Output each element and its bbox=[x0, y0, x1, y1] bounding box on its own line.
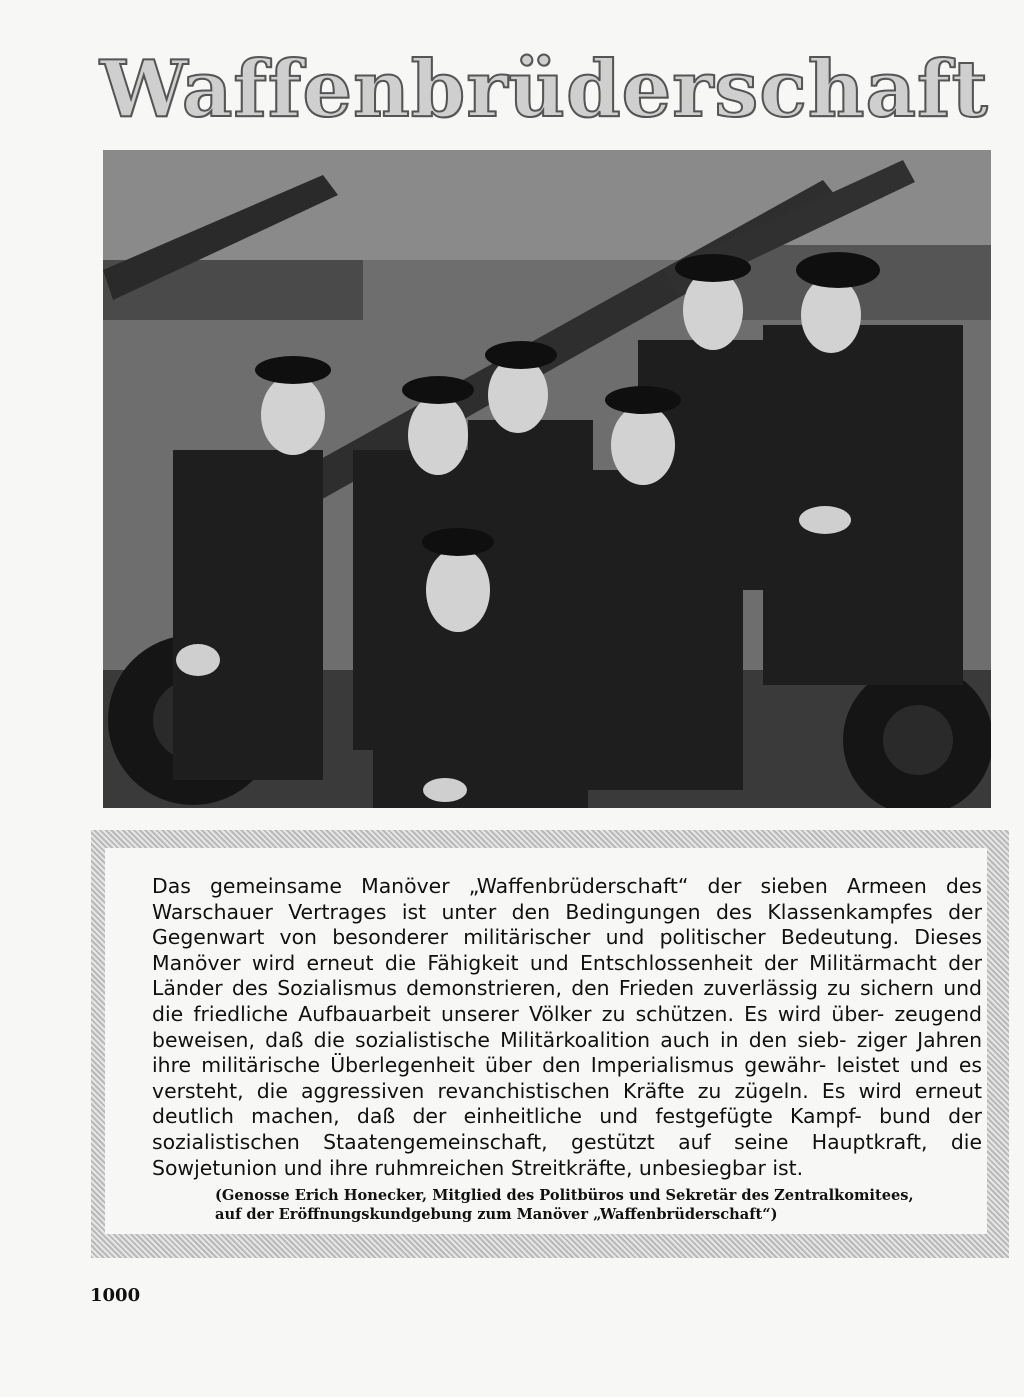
page-title: Waffenbrüderschaft bbox=[100, 44, 989, 135]
page-number: 1000 bbox=[90, 1285, 141, 1306]
photo-illustration bbox=[103, 150, 991, 808]
quote-line: bund der sozialistischen Staatengemeinschaft, gestützt auf seine Hauptkraft, bbox=[152, 1104, 982, 1154]
quote-inner bbox=[105, 848, 987, 1234]
quote-line: Es wird erneut deutlich machen, daß der einheitliche und festgefügte Kampf- bbox=[152, 1078, 982, 1129]
quote-box bbox=[91, 830, 1009, 1258]
attribution-line: (Genosse Erich Honecker, Mitglied des Politbüros und Sekretär des Zentralkomitees, bbox=[215, 1187, 914, 1204]
quote-line: Manöver wird erneut die Fähigkeit und Entschlossenheit der Militärmacht der bbox=[152, 950, 982, 975]
quote-line: ziger Jahren ihre militärische Überlegenheit über den Imperialismus gewähr- bbox=[152, 1027, 982, 1078]
quote-line: und die friedliche Aufbauarbeit unserer Völker zu schützen. Es wird über- bbox=[152, 976, 982, 1026]
group-photo bbox=[103, 150, 991, 808]
attribution-line: auf der Eröffnungskundgebung zum Manöver „Waffenbrüderschaft“) bbox=[215, 1206, 778, 1223]
quote-line: Länder des Sozialismus demonstrieren, den Frieden zuverlässig zu sichern bbox=[152, 976, 934, 1001]
quote-text bbox=[152, 874, 982, 1181]
quote-line: die Sowjetunion und ihre ruhmreichen Streitkräfte, unbesiegbar ist. bbox=[152, 1129, 982, 1180]
quote-line: Warschauer Vertrages ist unter den Bedingungen des Klassenkampfes der bbox=[152, 899, 982, 924]
quote-line: leistet und es versteht, die aggressiven revanchistischen Kräfte zu zügeln. bbox=[152, 1053, 982, 1103]
quote-line: Das gemeinsame Manöver „Waffenbrüderschaft“ der sieben Armeen des bbox=[152, 874, 982, 898]
quote-attribution bbox=[215, 1186, 995, 1224]
quote-line: Gegenwart von besonderer militärischer und politischer Bedeutung. Dieses bbox=[152, 925, 982, 950]
quote-line: zeugend beweisen, daß die sozialistische Militärkoalition auch in den sieb- bbox=[152, 1001, 982, 1052]
